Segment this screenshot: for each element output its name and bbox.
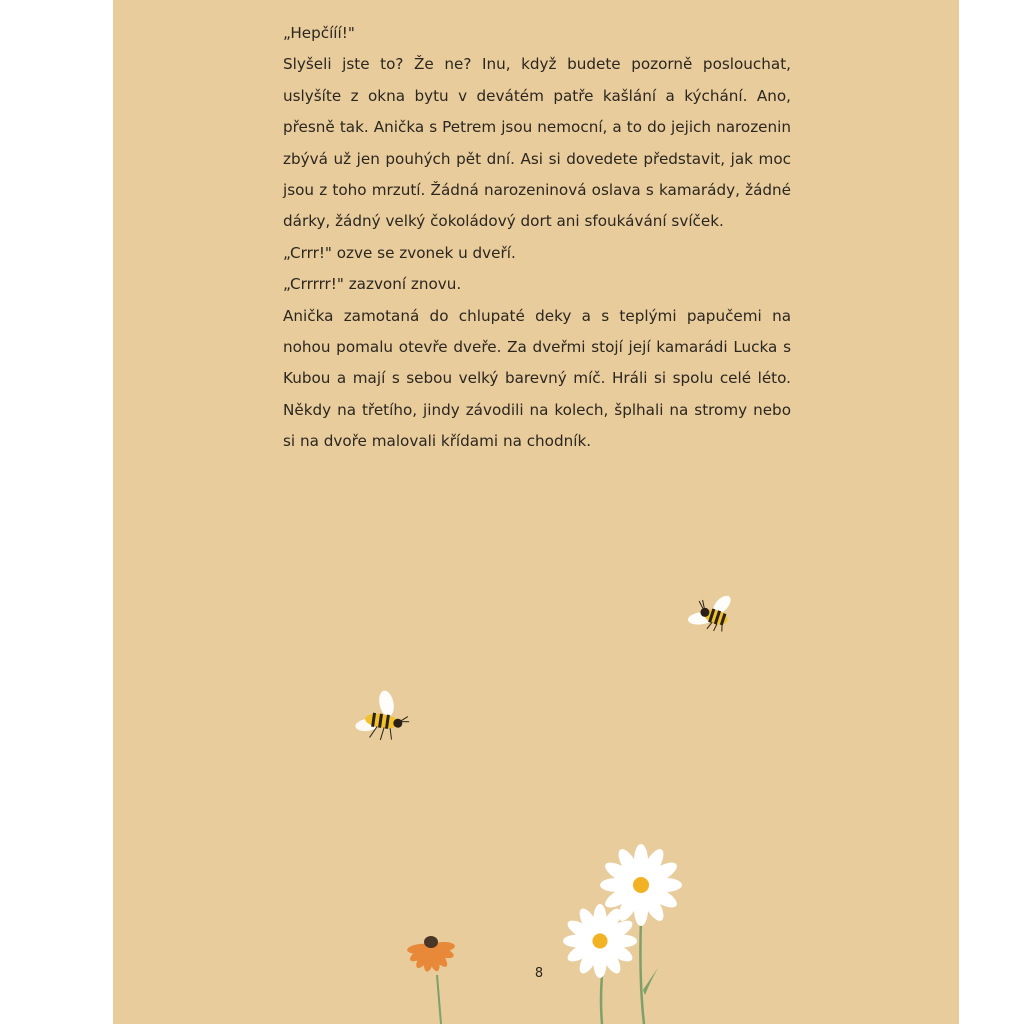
illustration (113, 0, 959, 1024)
paragraph-sneeze: „Hepčííí!" (283, 24, 355, 42)
bee-icon (684, 584, 736, 637)
paragraph-friends: Anička zamotaná do chlupaté deky a s teplými papučemi na nohou pomalu otevře dveře. Za dveřmi stojí její kamarádi Lucka s Kubou a mají s sebou velký barevný míč. Hráli si spolu celé léto. Někdy na třetího, jindy závodili na kolech, šplhali na stromy nebo si na dvoře malovali křídami na chodník. (283, 306, 791, 451)
book-page (113, 0, 959, 1024)
orange-coneflower-icon (407, 936, 456, 973)
paragraph-doorbell: „Crrr!" ozve se zvonek u dveří. (283, 243, 516, 262)
bee-icon (352, 685, 413, 744)
paragraph-doorbell-again: „Crrrrr!" zazvoní znovu. (283, 275, 462, 294)
page-number: 8 (534, 966, 544, 981)
paragraph-sick-children: Slyšeli jste to? Že ne? Inu, když budete pozorně poslouchat, uslyšíte z okna bytu v devátém patře kašlání a kýchání. Ano, přesně tak. Anička s Petrem jsou nemocní, a to do jejich narozenin zbývá už jen pouhých pět dní. Asi si dovedete představit, jak moc jsou z toho mrzutí. Žádná narozeninová oslava s kamarády, žádné dárky, žádný velký čokoládový dort ani sfoukávání svíček. (283, 55, 791, 231)
